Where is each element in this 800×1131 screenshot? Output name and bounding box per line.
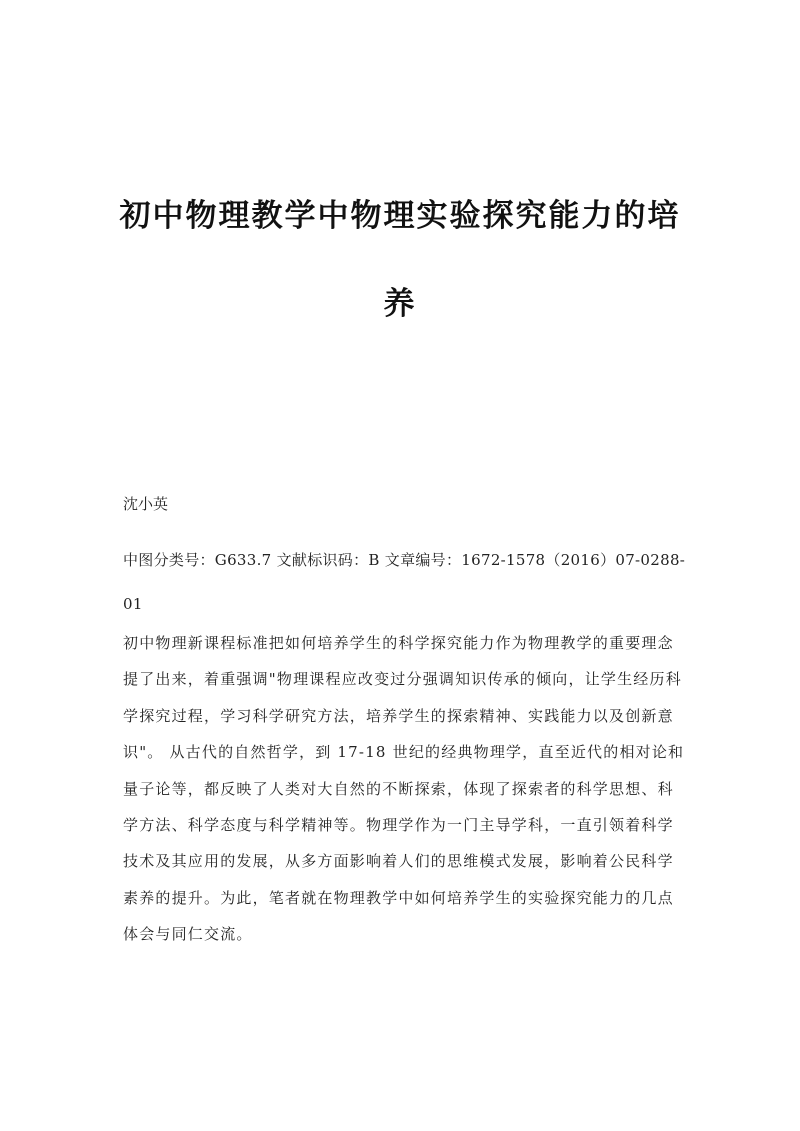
- classification-line-1: 中图分类号：G633.7 文献标识码：B 文章编号：1672-1578（2016）07-0288-: [123, 551, 686, 569]
- classification-info: [123, 538, 686, 626]
- paragraph-line: 初中物理新课程标准把如何培养学生的科学探究能力作为物理教学的重要理念: [123, 634, 674, 652]
- paragraph-line: 素养的提升。为此，笔者就在物理教学中如何培养学生的实验探究能力的几点: [123, 888, 674, 907]
- author-name: 沈小英: [123, 495, 169, 513]
- paragraph-line: 体会与同仁交流。: [123, 925, 253, 944]
- paragraph-line: 量子论等，都反映了人类对大自然的不断探索，体现了探索者的科学思想、科: [123, 779, 674, 798]
- paragraph-line: 技术及其应用的发展，从多方面影响着人们的思维模式发展，影响着公民科学: [123, 852, 674, 871]
- document-title-line-1: 初中物理教学中物理实验探究能力的培: [119, 198, 681, 234]
- body-paragraph: [123, 625, 683, 953]
- paragraph-line: 学方法、科学态度与科学精神等。物理学作为一门主导学科，一直引领着科学: [123, 815, 674, 834]
- classification-line-2: 01: [123, 595, 143, 613]
- paragraph-line: 提了出来，着重强调"物理课程应改变过分强调知识传承的倾向，让学生经历科: [123, 670, 682, 689]
- document-title-line-2: 养: [383, 286, 417, 322]
- paragraph-line: 学探究过程，学习科学研究方法，培养学生的探索精神、实践能力以及创新意: [123, 706, 674, 725]
- paragraph-line: 识"。 从古代的自然哲学，到 17-18 世纪的经典物理学，直至近代的相对论和: [123, 743, 685, 762]
